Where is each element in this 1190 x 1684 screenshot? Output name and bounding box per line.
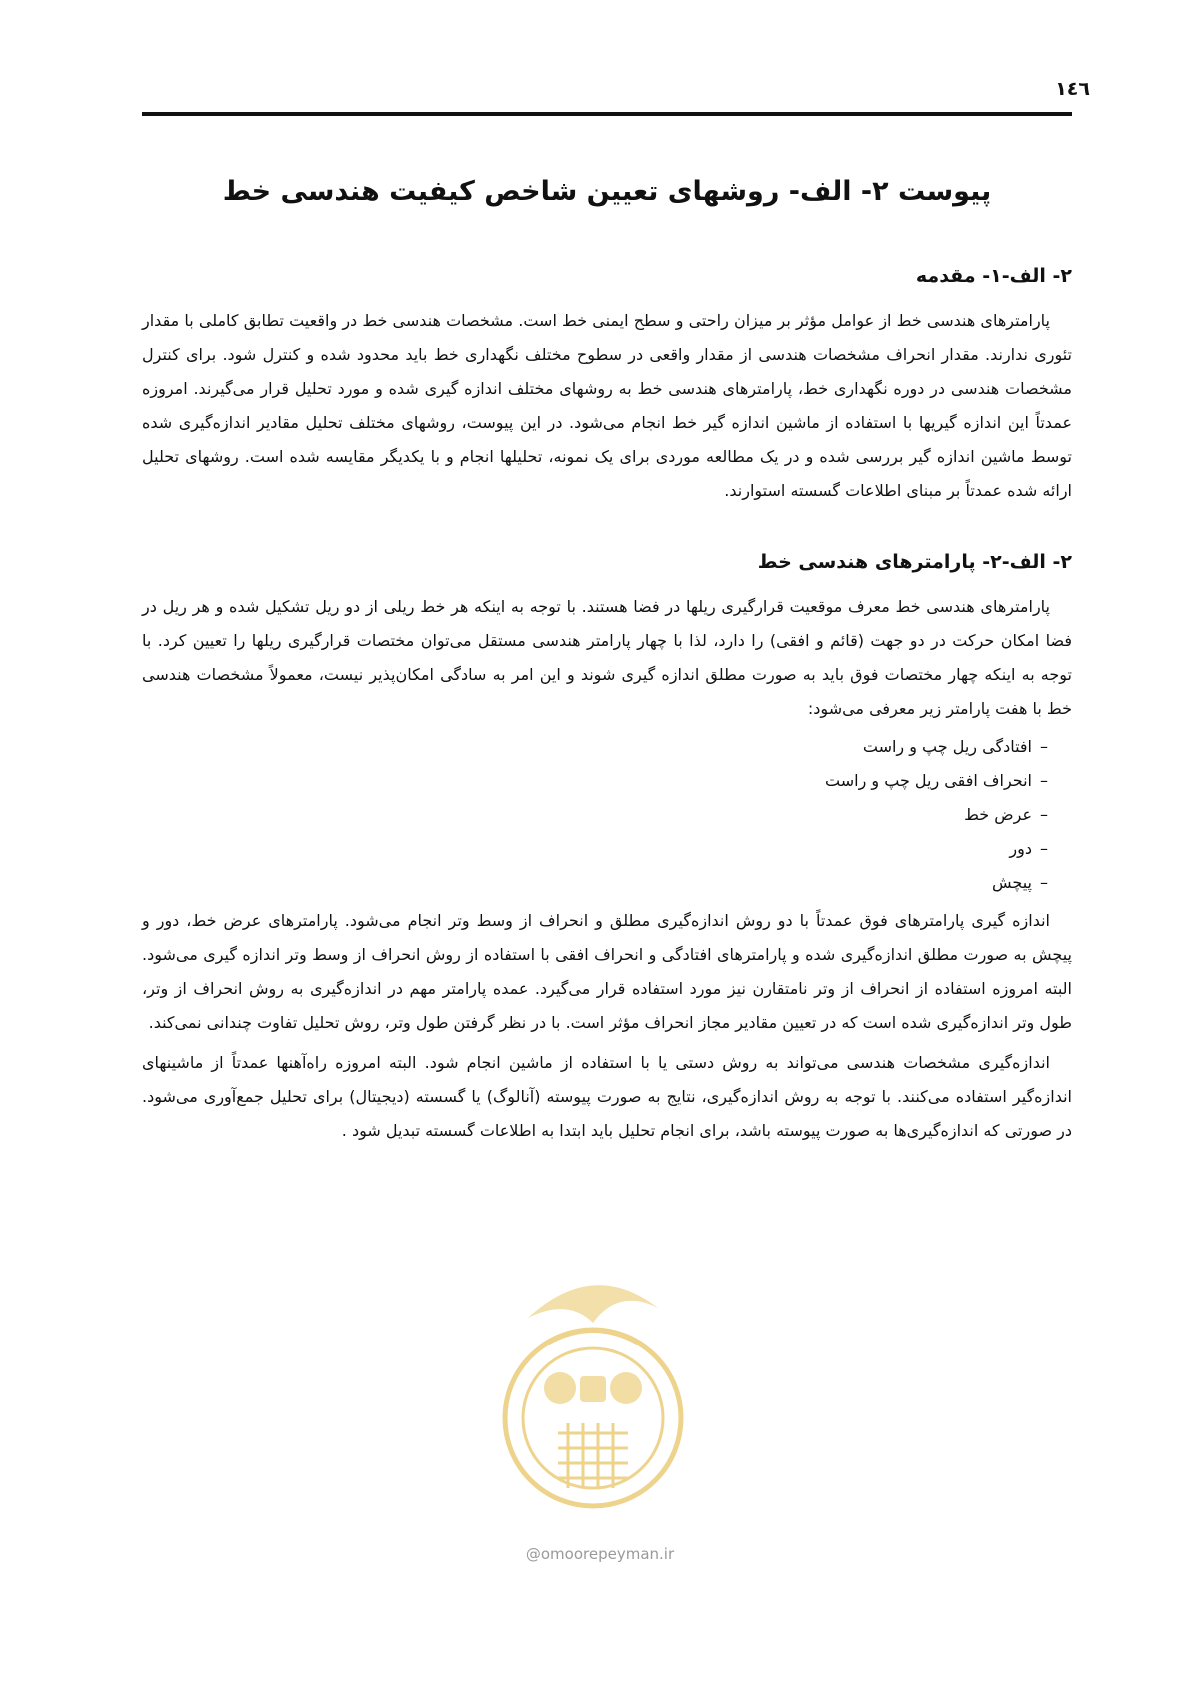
page-number: ١٤٦ [1055, 78, 1090, 100]
section-heading: ۲- الف-۲- پارامترهای هندسی خط [757, 551, 1072, 573]
list-marker: – [1040, 737, 1048, 756]
list-item: –افتادگی ریل چپ و راست [862, 737, 1048, 756]
paragraph: اندازه‌گیری مشخصات هندسی می‌تواند به روش دستی یا با استفاده از ماشین انجام شود. البته امروزه راه‌آهنها عمدتاً از ماشینهای اندازه‌گیر استفاده می‌کنند. با توجه به روش اندازه‌گیری، نتایج به صورت پیوسته (آنالوگ) یا گسسته (دیجیتال) برای تحلیل جمع‌آوری می‌شود. در صورتی که اندازه‌گیری‌ها به صورت پیوسته باشد، برای انجام تحلیل باید ابتدا به اطلاعات گسسته تبدیل شود . [142, 1053, 1072, 1140]
list-marker: – [1040, 839, 1048, 858]
page-title: پیوست ۲- الف- روشهای تعیین شاخص کیفیت هندسی خط [222, 176, 992, 207]
section-introduction [142, 262, 1072, 508]
paragraph: پارامترهای هندسی خط از عوامل مؤثر بر میزان راحتی و سطح ایمنی خط است. مشخصات هندسی خط در واقعیت تطابق کاملی با مقدار تئوری ندارند. مقدار انحراف مشخصات هندسی از مقدار واقعی در سطوح مختلف نگهداری خط باید محدود شده و کنترل شود. برای کنترل مشخصات هندسی در دوره نگهداری خط، پارامترهای هندسی خط به روشهای مختلف اندازه گیری شده و مورد تحلیل قرار می‌گیرند. امروزه عمدتاً این اندازه گیریها با استفاده از ماشین اندازه گیر خط انجام می‌شود. در این پیوست، روشهای مختلف تحلیل مقادیر اندازه‌گیری شده توسط ماشین اندازه گیر بررسی شده و در یک مطالعه موردی برای یک نمونه، تحلیلها انجام و با یکدیگر مقایسه شده است. روشهای تحلیل ارائه شده عمدتاً بر مبنای اطلاعات گسسته استوارند. [142, 311, 1072, 500]
section-geometric-parameters [142, 548, 1072, 1148]
list-item: –عرض خط [964, 805, 1048, 824]
watermark-logo-icon [488, 1248, 698, 1548]
header-rule [142, 112, 1072, 116]
paragraph: اندازه گیری پارامترهای فوق عمدتاً با دو روش اندازه‌گیری مطلق و انحراف از وسط وتر انجام می‌شود. پارامترهای عرض خط، دور و پیچش به صورت مطلق اندازه‌گیری شده و پارامترهای افتادگی و انحراف افقی با استفاده از روش انحراف از وسط وتر اندازه گیری می‌شود. البته امروزه استفاده از انحراف از وتر نامتقارن نیز مورد استفاده قرار می‌گیرد. عمده پارامتر مهم در اندازه‌گیری به روش انحراف از وتر، طول وتر اندازه‌گیری شده است که در تعیین مقادیر مجاز انحراف مؤثر است. با در نظر گرفتن طول وتر، روش تحلیل تفاوت چندانی نمی‌کند. [142, 911, 1072, 1032]
list-marker: – [1040, 771, 1048, 790]
parameter-list [142, 730, 1072, 900]
paragraph: پارامترهای هندسی خط معرف موقعیت قرارگیری ریلها در فضا هستند. با توجه به اینکه هر خط ریلی از دو ریل تشکیل شده و هر ریل در فضا امکان حرکت در دو جهت (قائم و افقی) را دارد، لذا با چهار پارامتر هندسی مستقل می‌توان مختصات قرارگیری ریلها را تعیین کرد. با توجه به اینکه چهار مختصات فوق باید به صورت مطلق اندازه گیری شوند و این امر به سادگی امکان‌پذیر نیست، معمولاً مشخصات هندسی خط با هفت پارامتر زیر معرفی می‌شود: [142, 597, 1072, 718]
list-item: –انحراف افقی ریل چپ و راست [825, 771, 1048, 790]
watermark-site-text: @omoorepeyman.ir [525, 1545, 675, 1563]
list-marker: – [1040, 873, 1048, 892]
list-item: –دور [1009, 839, 1048, 858]
section-heading: ۲- الف-۱- مقدمه [915, 265, 1072, 287]
list-item: –پیچش [991, 873, 1048, 892]
list-marker: – [1040, 805, 1048, 824]
document-content [142, 262, 1072, 1148]
